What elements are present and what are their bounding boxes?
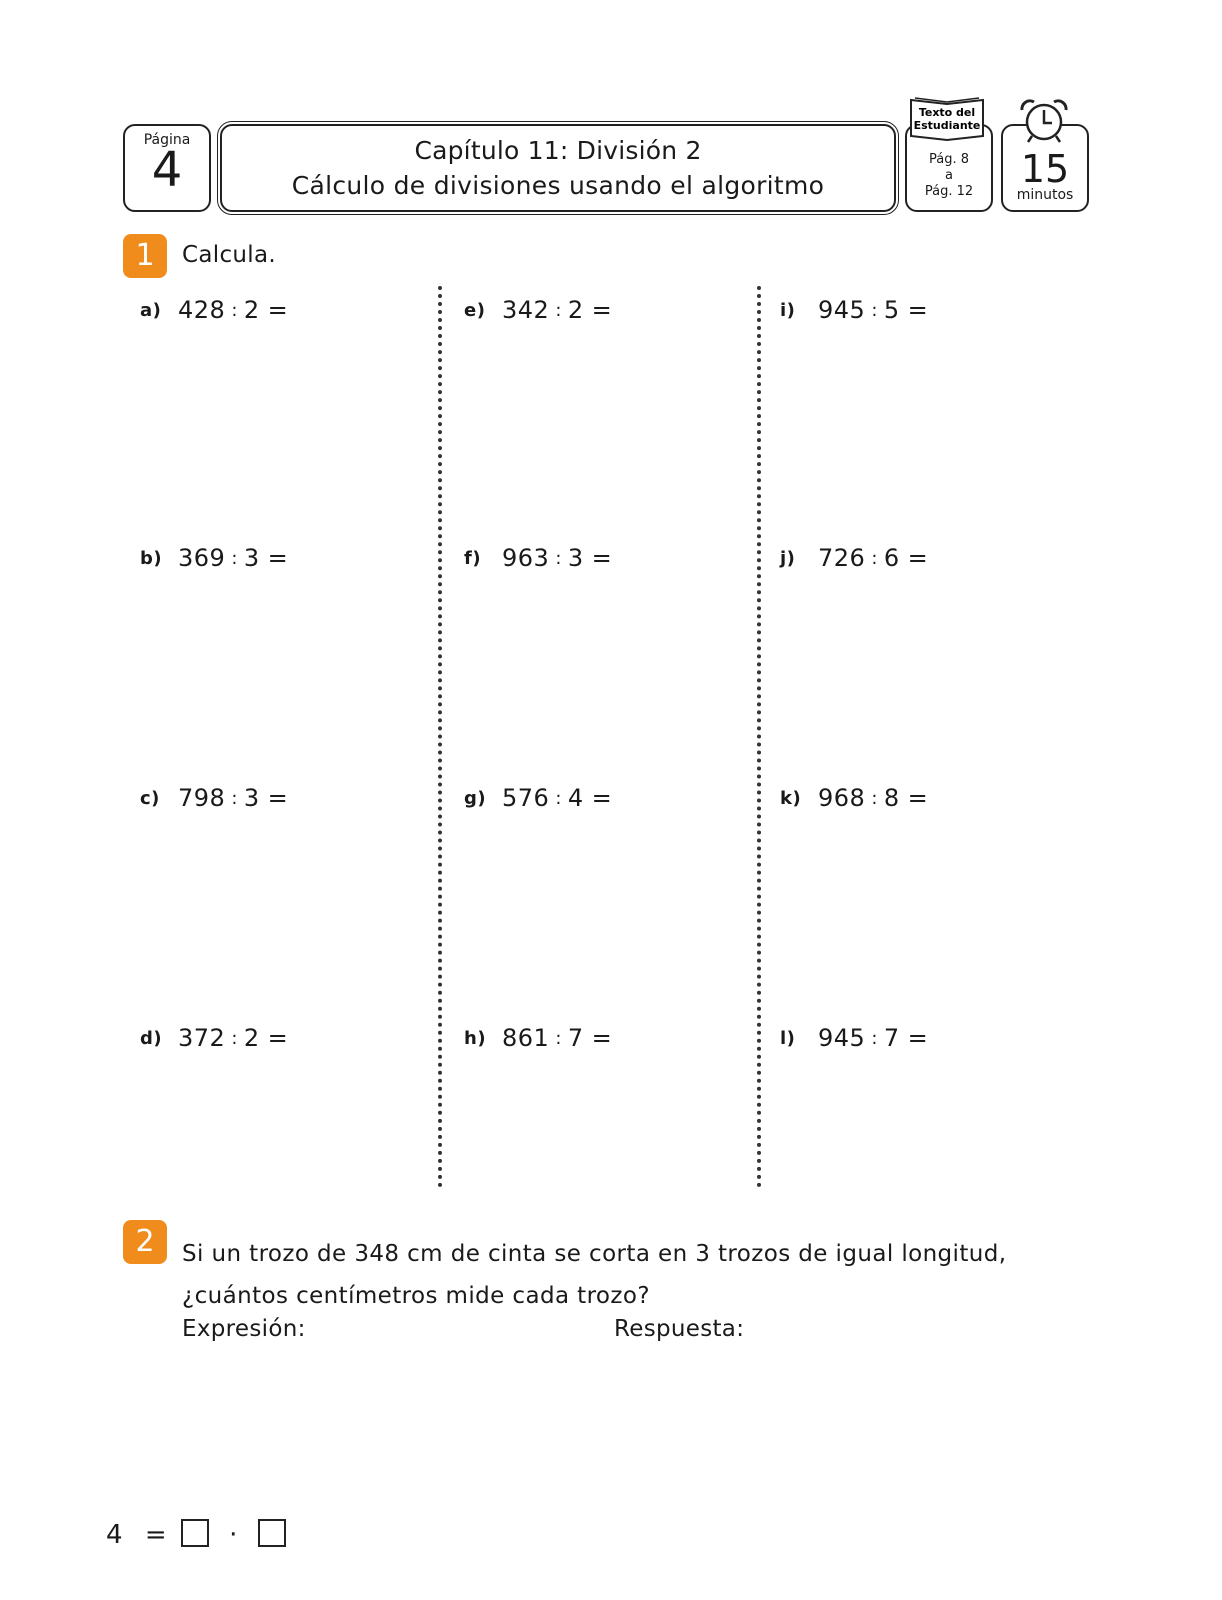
exercise-k — [780, 784, 928, 812]
chapter-subtitle: Cálculo de divisiones usando el algoritmo — [291, 171, 825, 200]
exercise-letter: j) — [780, 548, 796, 569]
exercise-eq: = — [907, 296, 929, 324]
exercise-l — [780, 1024, 928, 1052]
exercise-eq: = — [591, 296, 613, 324]
column-divider-2 — [757, 286, 761, 1188]
exercise-letter: a) — [140, 300, 162, 321]
exercise-op: : — [871, 788, 878, 809]
time-unit: minutos — [1016, 187, 1074, 203]
exercise-b — [140, 544, 288, 572]
section-1-badge: 1 — [123, 234, 167, 278]
exercise-h — [464, 1024, 612, 1052]
exercise-dividend: 726 — [818, 544, 866, 572]
exercise-dividend: 861 — [502, 1024, 550, 1052]
exercise-op: : — [231, 300, 238, 321]
question-line-1: Si un trozo de 348 cm de cinta se corta en 3 trozos de igual longitud, — [182, 1241, 1007, 1267]
exercise-divisor: 8 — [883, 784, 900, 812]
footer-dot: · — [229, 1520, 238, 1550]
exercise-letter: c) — [140, 788, 160, 809]
exercise-divisor: 7 — [883, 1024, 900, 1052]
footer-eq: = — [144, 1520, 167, 1550]
exercise-c — [140, 784, 288, 812]
footer-equation — [106, 1519, 286, 1550]
exercise-divisor: 3 — [243, 544, 260, 572]
exercise-eq: = — [591, 544, 613, 572]
ref-mid: a — [945, 168, 953, 183]
chapter-title-box — [220, 124, 896, 212]
exercise-dividend: 576 — [502, 784, 550, 812]
exercise-eq: = — [907, 784, 929, 812]
exercise-eq: = — [591, 1024, 613, 1052]
exercise-letter: f) — [464, 548, 482, 569]
exercise-eq: = — [907, 544, 929, 572]
exercise-op: : — [555, 1028, 562, 1049]
footer-number: 4 — [106, 1520, 123, 1550]
book-label-2: Estudiante — [913, 119, 981, 132]
chapter-title: Capítulo 11: División 2 — [414, 136, 702, 165]
exercise-op: : — [231, 788, 238, 809]
exercise-op: : — [871, 300, 878, 321]
exercise-divisor: 2 — [243, 1024, 260, 1052]
exercise-dividend: 968 — [818, 784, 866, 812]
exercise-eq: = — [267, 296, 289, 324]
exercise-letter: k) — [780, 788, 802, 809]
exercise-eq: = — [267, 784, 289, 812]
exercise-op: : — [555, 548, 562, 569]
exercise-i — [780, 296, 928, 324]
exercise-op: : — [871, 1028, 878, 1049]
section-2-question — [182, 1233, 1006, 1317]
exercise-letter: i) — [780, 300, 796, 321]
page-label: Página — [143, 132, 191, 148]
time-value: 15 — [1020, 147, 1070, 191]
exercise-j — [780, 544, 928, 572]
exercise-op: : — [555, 788, 562, 809]
exercise-divisor: 3 — [243, 784, 260, 812]
exercise-eq: = — [591, 784, 613, 812]
page-number: 4 — [151, 142, 183, 198]
ref-to: Pág. 12 — [924, 184, 974, 199]
book-icon — [905, 94, 989, 142]
exercise-letter: b) — [140, 548, 163, 569]
exercise-dividend: 963 — [502, 544, 550, 572]
exercise-f — [464, 544, 612, 572]
exercise-dividend: 945 — [818, 296, 866, 324]
exercise-divisor: 7 — [567, 1024, 584, 1052]
exercise-d — [140, 1024, 288, 1052]
exercise-dividend: 798 — [178, 784, 226, 812]
exercise-letter: l) — [780, 1028, 796, 1049]
exercise-op: : — [555, 300, 562, 321]
answer-square-1[interactable] — [181, 1519, 209, 1547]
exercise-letter: h) — [464, 1028, 487, 1049]
question-line-2: ¿cuántos centímetros mide cada trozo? — [182, 1283, 650, 1309]
ref-from: Pág. 8 — [928, 152, 969, 167]
exercise-op: : — [231, 1028, 238, 1049]
page-number-box — [123, 124, 211, 212]
book-label-1: Texto del — [918, 106, 976, 119]
exercise-dividend: 945 — [818, 1024, 866, 1052]
section-1-prompt: Calcula. — [182, 242, 276, 268]
exercise-letter: e) — [464, 300, 486, 321]
exercise-dividend: 342 — [502, 296, 550, 324]
alarm-clock-icon — [1016, 96, 1072, 146]
exercise-e — [464, 296, 612, 324]
exercise-divisor: 6 — [883, 544, 900, 572]
exercise-a — [140, 296, 288, 324]
expression-label: Expresión: — [182, 1316, 306, 1342]
exercise-letter: g) — [464, 788, 487, 809]
section-2-badge: 2 — [123, 1220, 167, 1264]
exercise-divisor: 4 — [567, 784, 584, 812]
answer-label: Respuesta: — [614, 1316, 745, 1342]
exercise-op: : — [231, 548, 238, 569]
exercise-eq: = — [907, 1024, 929, 1052]
exercise-dividend: 369 — [178, 544, 226, 572]
exercise-dividend: 372 — [178, 1024, 226, 1052]
exercise-dividend: 428 — [178, 296, 226, 324]
exercise-eq: = — [267, 1024, 289, 1052]
exercise-divisor: 2 — [567, 296, 584, 324]
column-divider-1 — [438, 286, 442, 1188]
exercise-divisor: 2 — [243, 296, 260, 324]
exercise-letter: d) — [140, 1028, 163, 1049]
exercise-divisor: 5 — [883, 296, 900, 324]
exercise-g — [464, 784, 612, 812]
answer-square-2[interactable] — [258, 1519, 286, 1547]
exercise-divisor: 3 — [567, 544, 584, 572]
exercise-eq: = — [267, 544, 289, 572]
exercise-op: : — [871, 548, 878, 569]
